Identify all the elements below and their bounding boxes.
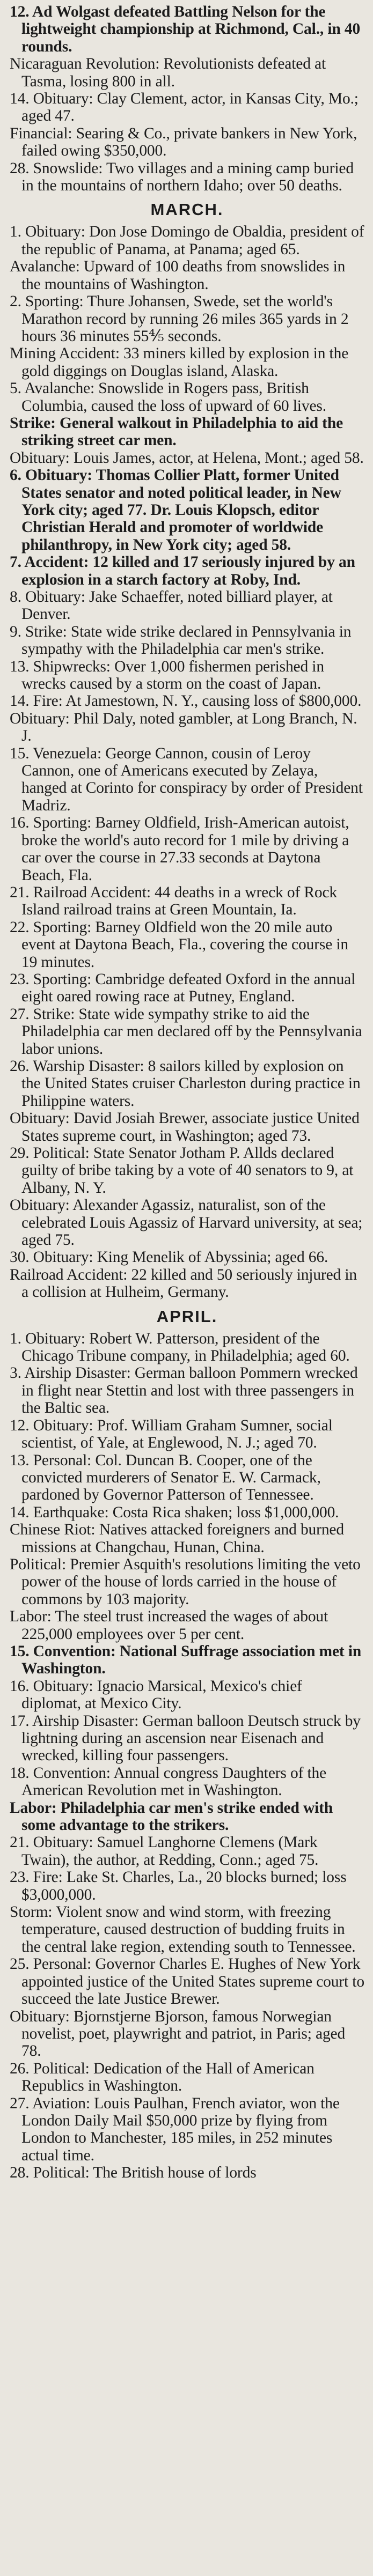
month-heading: APRIL. <box>156 1307 218 1326</box>
chronology-entry: 29. Political: State Senator Jotham P. Allds declared guilty of bribe taking by a vote of 40 senators to 9, at Albany, N. Y. <box>10 1145 354 1197</box>
chronology-entry: Obituary: Phil Daly, noted gambler, at Long Branch, N. J. <box>10 710 357 745</box>
chronology-entry: 13. Shipwrecks: Over 1,000 fishermen perished in wrecks caused by a storm on the coast of Japan. <box>10 658 324 693</box>
chronology-entry: 21. Railroad Accident: 44 deaths in a wreck of Rock Island railroad trains at Green Mountain, Ia. <box>10 883 338 919</box>
chronology-entry: 26. Warship Disaster: 8 sailors killed by explosion on the United States cruiser Charleston during practice in Philippine waters. <box>10 1057 361 1110</box>
chronology-entry: 16. Sporting: Barney Oldfield, Irish-American autoist, broke the world's auto record for 1 mile by driving a car over the course in 27.33 seconds at Daytona Beach, Fla. <box>10 814 349 884</box>
chronology-entry: Obituary: Bjornstjerne Bjorson, famous Norwegian novelist, poet, playwright and patriot, in Paris; aged 78. <box>10 2007 346 2060</box>
chronology-entry: 15. Venezuela: George Cannon, cousin of Leroy Cannon, one of Americans executed by Zelaya, hanged at Corinto for conspiracy by order of President Madriz. <box>10 744 363 814</box>
chronology-entry: 23. Sporting: Cambridge defeated Oxford in the annual eight oared rowing race at Putney, England. <box>10 970 356 1006</box>
chronology-entry: Obituary: Louis James, actor, at Helena, Mont.; aged 58. <box>10 449 364 467</box>
chronology-entry: 16. Obituary: Ignacio Marsical, Mexico's chief diplomat, at Mexico City. <box>10 1677 302 1713</box>
chronology-entry: Obituary: Alexander Agassiz, naturalist, son of the celebrated Louis Agassiz of Harvard university, at sea; aged 75. <box>10 1197 363 1249</box>
chronology-entry: Labor: Philadelphia car men's strike ended with some advantage to the strikers. <box>10 1799 333 1834</box>
chronology-entry: 14. Obituary: Clay Clement, actor, in Kansas City, Mo.; aged 47. <box>10 90 359 125</box>
chronology-entry: 12. Obituary: Prof. William Graham Sumner, social scientist, of Yale, at Englewood, N. J.; aged 70. <box>10 1416 333 1452</box>
chronology-entry: Financial: Searing & Co., private bankers in New York, failed owing $350,000. <box>10 124 357 160</box>
chronology-entry: Chinese Riot: Natives attacked foreigners and burned missions at Changchau, Hunan, China. <box>10 1521 344 1556</box>
chronology-entry: Avalanche: Upward of 100 deaths from snowslides in the mountains of Washington. <box>10 258 346 293</box>
chronology-entry: 1. Obituary: Robert W. Patterson, president of the Chicago Tribune company, in Philadelphia; aged 60. <box>10 1330 350 1365</box>
chronology-entry: Nicaraguan Revolution: Revolutionists defeated at Tasma, losing 800 in all. <box>10 55 326 90</box>
chronology-entry: Mining Accident: 33 miners killed by explosion in the gold diggings on Douglas island, Alaska. <box>10 345 349 380</box>
chronology-entry: 14. Fire: At Jamestown, N. Y., causing loss of $800,000. <box>10 692 362 710</box>
chronology-entry: 2. Sporting: Thure Johansen, Swede, set the world's Marathon record by running 26 miles 365 yards in 2 hours 36 minutes 55⅘ seconds. <box>10 293 349 345</box>
chronology-entry: 17. Airship Disaster: German balloon Deutsch struck by lightning during an ascension near Eisenach and wrecked, killing four passengers. <box>10 1712 361 1765</box>
chronology-entry: 13. Personal: Col. Duncan B. Cooper, one of the convicted murderers of Senator E. W. Carmack, pardoned by Governor Patterson of Tennessee. <box>10 1451 321 1504</box>
chronology-entry: 7. Accident: 12 killed and 17 seriously injured by an explosion in a starch factory at Roby, Ind. <box>10 553 355 588</box>
chronology-entry: 6. Obituary: Thomas Collier Platt, former United States senator and noted political leader, in New York city; aged 77. Dr. Louis Klopsch, editor Christian Herald and promoter of worldwide philanthropy, in New York city; aged 58. <box>10 467 341 553</box>
chronology-entry: 1. Obituary: Don Jose Domingo de Obaldia, president of the republic of Panama, at Panama; aged 65. <box>10 223 364 258</box>
month-heading: MARCH. <box>150 200 224 219</box>
chronology-entry: 26. Political: Dedication of the Hall of American Republics in Washington. <box>10 2060 315 2095</box>
chronology-entry: 27. Strike: State wide sympathy strike to aid the Philadelphia car men declared off by the Pennsylvania labor unions. <box>10 1005 362 1058</box>
chronology-entry: 5. Avalanche: Snowslide in Rogers pass, British Columbia, caused the loss of upward of 60 lives. <box>10 380 326 415</box>
chronology-entry: Obituary: David Josiah Brewer, associate justice United States supreme court, in Washington; aged 73. <box>10 1110 360 1145</box>
chronology-entry: Storm: Violent snow and wind storm, with freezing temperature, caused destruction of budding fruits in the central lake region, extending south to Tennessee. <box>10 1903 356 1955</box>
chronology-entry: Labor: The steel trust increased the wages of about 225,000 employees over 5 per cent. <box>10 1608 328 1643</box>
chronology-entry: 21. Obituary: Samuel Langhorne Clemens (Mark Twain), the author, at Redding, Conn.; aged 75. <box>10 1834 319 1869</box>
chronology-entry: Strike: General walkout in Philadelphia to aid the striking street car men. <box>10 414 343 449</box>
chronology-entry: 15. Convention: National Suffrage association met in Washington. <box>10 1642 362 1678</box>
chronology-entry: Political: Premier Asquith's resolutions limiting the veto power of the house of lords carried in the house of commons by 103 majority. <box>10 1555 361 1608</box>
chronology-entry: 28. Snowslide: Two villages and a mining camp buried in the mountains of northern Idaho; over 50 deaths. <box>10 159 354 195</box>
chronology-entry: 23. Fire: Lake St. Charles, La., 20 blocks burned; loss $3,000,000. <box>10 1869 347 1903</box>
chronology-entry: 9. Strike: State wide strike declared in Pennsylvania in sympathy with the Philadelphia car men's strike. <box>10 623 352 658</box>
chronology-entry: 3. Airship Disaster: German balloon Pommern wrecked in flight near Stettin and lost with three passengers in the Baltic sea. <box>10 1364 358 1417</box>
chronology-entry: 8. Obituary: Jake Schaeffer, noted billiard player, at Denver. <box>10 588 333 623</box>
chronology-entry: Railroad Accident: 22 killed and 50 seriously injured in a collision at Hulheim, Germany. <box>10 1266 357 1301</box>
chronology-entry: 28. Political: The British house of lords <box>10 2164 257 2182</box>
chronology-entry: 12. Ad Wolgast defeated Battling Nelson for the lightweight championship at Richmond, Cal., in 40 rounds. <box>10 3 361 55</box>
chronology-entry: 18. Convention: Annual congress Daughters of the American Revolution met in Washington. <box>10 1764 327 1799</box>
chronology-entry: 25. Personal: Governor Charles E. Hughes of New York appointed justice of the United States supreme court to succeed the late Justice Brewer. <box>10 1955 364 2008</box>
chronology-entry: 30. Obituary: King Menelik of Abyssinia; aged 66. <box>10 1249 328 1266</box>
chronology-entry: 22. Sporting: Barney Oldfield won the 20 mile auto event at Daytona Beach, Fla., covering the course in 19 minutes. <box>10 918 349 971</box>
chronology-entry: 27. Aviation: Louis Paulhan, French aviator, won the London Daily Mail $50,000 prize by flying from London to Manchester, 185 miles, in 252 minutes actual time. <box>10 2094 340 2164</box>
chronology-entry: 14. Earthquake: Costa Rica shaken; loss $1,000,000. <box>10 1503 339 1521</box>
